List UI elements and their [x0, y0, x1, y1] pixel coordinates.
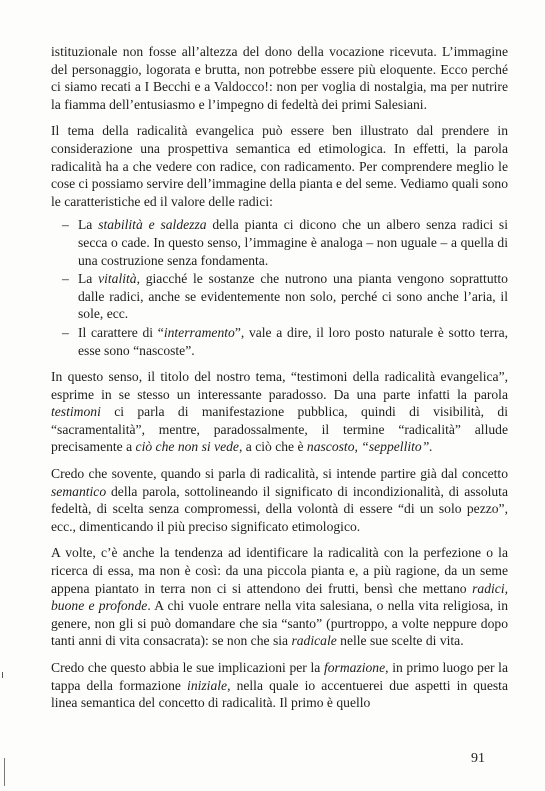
text: Credo che questo abbia le sue implicazioni per la: [51, 660, 324, 675]
text: , in primo luogo per la tappa della formazione: [51, 660, 508, 693]
emphasis: radicale: [291, 633, 337, 649]
page-body: [51, 43, 508, 721]
text: La: [78, 271, 99, 287]
text: , giacché le sostanze che nutrono una pianta vengono soprattutto dalle radici, anche se evidentemente non solo, perché ci sono anche l’aria, il sole, ecc.: [78, 271, 508, 322]
text: Il carattere di “: [78, 324, 164, 340]
emphasis: vitalità: [98, 271, 137, 287]
page-number: 91: [471, 751, 485, 766]
paragraph: [51, 465, 508, 535]
emphasis: semantico: [51, 483, 107, 499]
text: ci parla di manifestazione pubblica, quindi di visibilità, di “sacramentalità”, mentre, paradossalmente, il termine “radicalità” allude precisamente a: [51, 404, 508, 455]
emphasis: nascosto, “seppellito”.: [306, 439, 433, 455]
paragraph: [51, 659, 508, 712]
text: della pianta ci dicono che un albero senza radici si secca o cade. In questo senso, l’immagine è analoga – non uguale – a quella di una costruzione senza fondamenta.: [78, 217, 509, 268]
dash-list: [51, 216, 508, 359]
emphasis: ciò che non si vede: [135, 439, 239, 455]
emphasis: radici, buone e profonde: [51, 580, 508, 614]
text: nelle sue scelte di vita.: [336, 633, 464, 649]
text: della parola, sottolineando il significato di incondizionalità, di assoluta fedeltà, di scelta senza compromessi, della volontà di essere “di un solo pezzo”, ecc., dimenticando il più preciso significato etimologico.: [51, 483, 508, 534]
dash-bullet: –: [62, 271, 69, 287]
list-item: [51, 324, 508, 359]
paragraph: [51, 544, 508, 650]
paragraph: [51, 368, 508, 456]
emphasis: stabilità e saldezza: [98, 217, 207, 233]
text: Credo che sovente, quando si parla di radicalità, si intende partire già dal concetto: [51, 466, 508, 482]
text: La: [78, 217, 99, 233]
emphasis: formazione: [323, 660, 386, 675]
list-item: [51, 216, 508, 269]
binding-mark: [4, 758, 5, 786]
text: A volte, c’è anche la tendenza ad identificare la radicalità con la perfezione o la ricerca di essa, ma non è così: da una piccola pianta e, a più ragione, da un seme appena piantato in terra non ci si attendono dei frutti, bensì che mettano: [51, 545, 508, 596]
emphasis: interramento: [163, 324, 235, 340]
dash-bullet: –: [62, 324, 69, 340]
emphasis: iniziale: [187, 677, 228, 693]
text: , nella quale io accentuerei due aspetti in questa linea semantica del concetto di radicalità. Il primo è quello: [51, 677, 508, 711]
emphasis: testimoni: [51, 404, 101, 420]
text: . A chi vuole entrare nella vita salesiana, o nella vita religiosa, in genere, non gli si può domandare che sia “santo” (purtroppo, a volte neppure dopo tanti anni di vita consacrata): se non che sia: [51, 598, 508, 649]
paragraph: Il tema della radicalità evangelica può essere ben illustrato dal prendere in considerazione una prospettiva semantica ed etimologica. In effetti, la parola radicalità ha a che vedere con radice, con radicamento. Per comprendere meglio le cose ci possiamo servire dell’immagine della pianta e del seme. Vediamo quali sono le caratteristiche ed il valore delle radici:: [51, 123, 508, 209]
text: , a ciò che è: [238, 439, 307, 455]
binding-mark: [2, 672, 3, 678]
text: In questo senso, il titolo del nostro tema, “testimoni della radicalità evangelica”, esprime in se stesso un interessante paradosso. Da una parte infatti la parola: [51, 369, 508, 402]
list-item: [51, 270, 508, 323]
paragraph: istituzionale non fosse all’altezza del dono della vocazione ricevuta. L’immagine del personaggio, logorata e brutta, non potrebbe essere più eloquente. Ecco perché ci siamo recati a I Becchi e a Valdocco!: non per voglia di nostalgia, ma per nutrire la fiamma dell’entusiasmo e l’impegno di fedeltà dei primi Salesiani.: [51, 44, 508, 112]
dash-bullet: –: [62, 217, 69, 233]
text: ”, vale a dire, il loro posto naturale è sotto terra, esse sono “nascoste”.: [78, 324, 508, 358]
